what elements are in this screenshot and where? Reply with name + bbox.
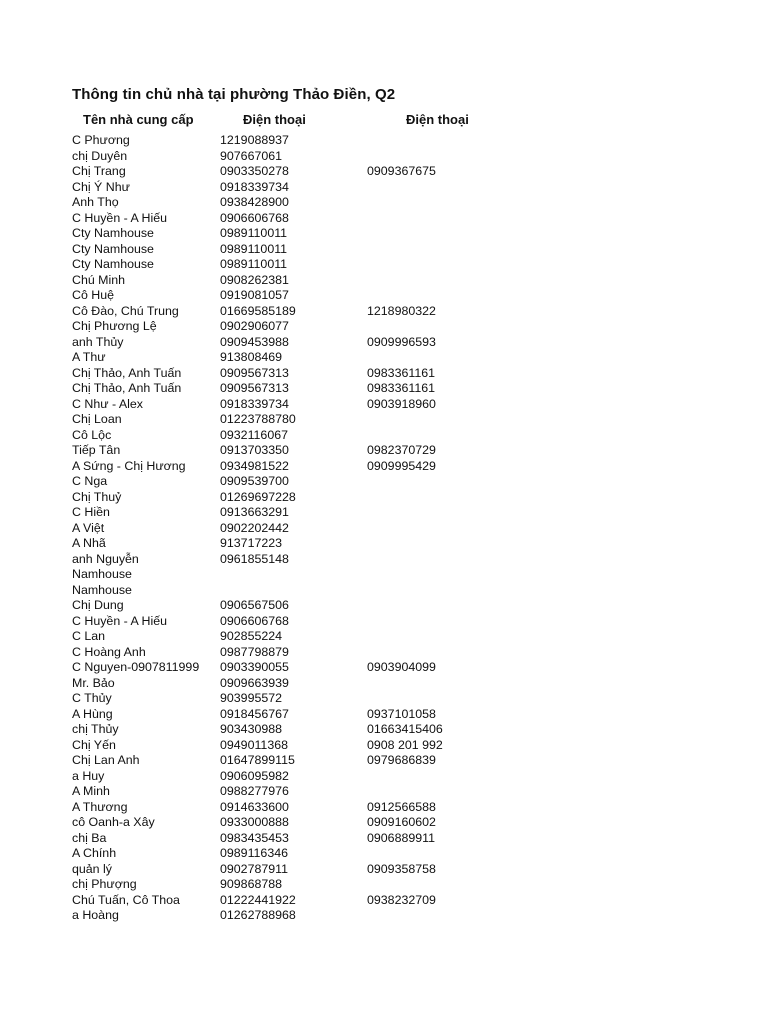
phone-1-cell: 0914633600	[220, 799, 289, 814]
phone-1-cell: 01223788780	[220, 412, 296, 426]
provider-name-cell: anh Thủy	[72, 334, 124, 349]
provider-name-cell: Cô Lộc	[72, 427, 112, 442]
phone-2-cell: 1218980322	[367, 303, 436, 318]
phone-1-cell: 01269697228	[220, 489, 296, 504]
phone-2-cell: 0903904099	[367, 660, 436, 674]
phone-1-cell: 01262788968	[220, 908, 296, 922]
phone-1-cell: 0906606768	[220, 210, 289, 225]
phone-1-cell: 0918339734	[220, 179, 289, 194]
phone-1-cell: 01647899115	[220, 753, 295, 767]
provider-name-cell: anh Nguyễn	[72, 551, 139, 566]
provider-name-cell: A Việt	[72, 520, 105, 535]
phone-1-cell: 0913703350	[220, 443, 289, 457]
phone-2-cell: 0979686839	[367, 753, 436, 767]
provider-name-cell: chị Thủy	[72, 722, 119, 736]
provider-name-cell: Chị Thảo, Anh Tuấn	[72, 365, 182, 380]
phone-1-cell: 0909567313	[220, 365, 289, 380]
provider-name-cell: A Nhã	[72, 536, 106, 550]
phone-1-cell: 0903350278	[220, 164, 289, 178]
provider-name-cell: C Lan	[72, 629, 106, 643]
phone-1-cell: 0902787911	[220, 861, 288, 876]
provider-name-cell: A Thương	[72, 799, 128, 814]
provider-name-cell: C Hoàng Anh	[72, 644, 146, 659]
phone-1-cell: 0988277976	[220, 784, 289, 798]
phone-1-cell: 01222441922	[220, 892, 296, 907]
phone-2-cell: 0909358758	[367, 861, 436, 876]
provider-name-cell: a Huy	[72, 768, 105, 783]
phone-2-cell: 0909995429	[367, 458, 436, 473]
phone-1-cell: 0903390055	[220, 660, 289, 674]
provider-name-cell: Namhouse	[72, 567, 132, 581]
provider-name-cell: Chị Yến	[72, 737, 116, 752]
phone-1-cell: 0909539700	[220, 474, 289, 488]
provider-name-cell: quản lý	[72, 861, 112, 876]
phone-1-cell: 907667061	[220, 148, 283, 163]
provider-name-cell: Chị Thuỷ	[72, 489, 122, 504]
phone-1-cell: 0989116346	[220, 846, 288, 860]
header-phone-1: Điện thoại	[243, 112, 306, 127]
phone-1-cell: 913717223	[220, 536, 283, 550]
phone-1-cell: 0906095982	[220, 768, 289, 783]
phone-1-cell: 0933000888	[220, 815, 289, 829]
provider-name-cell: chị Ba	[72, 830, 107, 845]
provider-name-cell: Chú Minh	[72, 272, 126, 287]
provider-name-cell: Cô Huệ	[72, 288, 115, 302]
phone-1-cell: 0938428900	[220, 195, 289, 209]
phone-2-cell: 0909996593	[367, 334, 436, 349]
phone-1-cell: 0989110011	[220, 257, 288, 271]
provider-name-cell: A Sứng - Chị Hương	[72, 458, 186, 473]
phone-2-cell: 0912566588	[367, 799, 436, 814]
phone-2-cell: 0908 201 992	[367, 737, 443, 752]
provider-name-cell: C Thủy	[72, 691, 112, 705]
phone-1-cell: 0909663939	[220, 675, 289, 690]
phone-1-cell: 0909567313	[220, 381, 289, 395]
provider-name-cell: chị Duyên	[72, 148, 128, 163]
phone-1-cell: 0989110011	[220, 241, 288, 256]
provider-name-cell: Chị Loan	[72, 412, 122, 426]
provider-name-cell: C Hiền	[72, 505, 110, 519]
provider-name-cell: C Nguyen-0907811999	[72, 660, 200, 674]
phone-1-cell: 0932116067	[220, 427, 288, 442]
provider-name-cell: Cty Namhouse	[72, 257, 154, 271]
phone-2-cell: 0937101058	[367, 706, 436, 721]
phone-1-cell: 0919081057	[220, 288, 289, 302]
phone-1-cell: 0983435453	[220, 830, 289, 845]
provider-name-cell: Mr. Bảo	[72, 675, 115, 690]
phone-2-cell: 01663415406	[367, 722, 443, 736]
phone-1-cell: 0918456767	[220, 706, 289, 721]
provider-name-cell: C Huyền - A Hiếu	[72, 613, 168, 628]
phone-2-cell: 0983361161	[367, 365, 435, 380]
phone-1-cell: 0961855148	[220, 551, 289, 566]
provider-name-cell: C Phương	[72, 133, 130, 147]
phone-1-cell: 0949011368	[220, 737, 288, 752]
provider-name-cell: A Thư	[72, 350, 106, 364]
provider-name-cell: Chị Thảo, Anh Tuấn	[72, 381, 182, 395]
phone-1-cell: 01669585189	[220, 303, 296, 318]
phone-2-cell: 0938232709	[367, 892, 436, 907]
provider-name-cell: a Hoàng	[72, 908, 119, 922]
provider-name-cell: Chị Dung	[72, 598, 124, 612]
phone-1-cell: 902855224	[220, 629, 283, 643]
phone-1-cell: 0902202442	[220, 520, 289, 535]
provider-name-cell: Cty Namhouse	[72, 226, 154, 240]
phone-2-cell: 0909367675	[367, 164, 436, 178]
provider-name-cell: Cô Đào, Chú Trung	[72, 303, 179, 318]
provider-name-cell: Chị Phương Lệ	[72, 319, 157, 333]
phone-1-cell: 1219088937	[220, 133, 289, 147]
phone-1-cell: 0906567506	[220, 598, 289, 612]
provider-name-cell: Anh Thọ	[72, 195, 119, 209]
provider-name-cell: Namhouse	[72, 582, 132, 597]
provider-name-cell: cô Oanh-a Xây	[72, 815, 155, 829]
header-phone-2: Điện thoại	[406, 112, 469, 127]
phone-1-cell: 0913663291	[220, 505, 289, 519]
provider-name-cell: A Chính	[72, 846, 117, 860]
provider-name-cell: Chị Trang	[72, 164, 126, 178]
provider-name-cell: A Minh	[72, 784, 110, 798]
phone-1-cell: 0918339734	[220, 396, 289, 411]
phone-2-cell: 0982370729	[367, 443, 436, 457]
phone-1-cell: 0909453988	[220, 334, 289, 349]
phone-1-cell: 0902906077	[220, 319, 289, 333]
page-title: Thông tin chủ nhà tại phường Thảo Điền, Q2	[72, 86, 396, 103]
provider-name-cell: Chị Lan Anh	[72, 753, 140, 767]
phone-2-cell: 0906889911	[367, 830, 435, 845]
phone-1-cell: 903995572	[220, 691, 283, 705]
phone-1-cell: 913808469	[220, 350, 283, 364]
provider-name-cell: C Huyền - A Hiếu	[72, 210, 168, 225]
phone-1-cell: 0908262381	[220, 272, 289, 287]
phone-1-cell: 903430988	[220, 722, 283, 736]
provider-name-cell: chị Phượng	[72, 877, 137, 891]
provider-name-cell: Tiếp Tân	[72, 443, 121, 457]
provider-name-cell: Chú Tuấn, Cô Thoa	[72, 892, 180, 907]
phone-1-cell: 0906606768	[220, 613, 289, 628]
phone-1-cell: 909868788	[220, 877, 283, 891]
phone-2-cell: 0909160602	[367, 815, 436, 829]
header-provider-name: Tên nhà cung cấp	[83, 112, 194, 127]
phone-2-cell: 0983361161	[367, 381, 435, 395]
phone-1-cell: 0989110011	[220, 226, 288, 240]
provider-name-cell: Chị Ý Như	[72, 179, 130, 194]
provider-name-cell: C Như - Alex	[72, 396, 143, 411]
phone-1-cell: 0987798879	[220, 644, 289, 659]
provider-name-cell: A Hùng	[72, 706, 113, 721]
provider-name-cell: Cty Namhouse	[72, 241, 154, 256]
phone-1-cell: 0934981522	[220, 458, 289, 473]
phone-2-cell: 0903918960	[367, 396, 436, 411]
provider-name-cell: C Nga	[72, 474, 108, 488]
